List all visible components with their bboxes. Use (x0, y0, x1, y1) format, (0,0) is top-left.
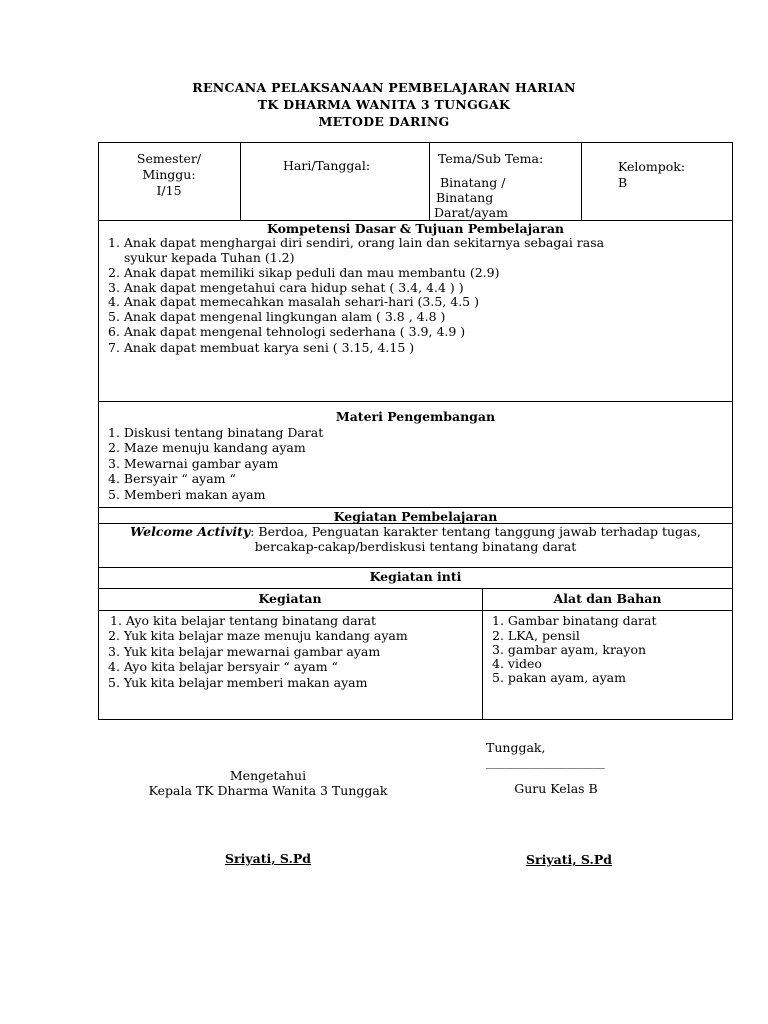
materi-item: 5. Memberi makan ayam (108, 487, 266, 502)
doc-title-line3: METODE DARING (318, 114, 450, 129)
materi-item: 1. Diskusi tentang binatang Darat (108, 425, 324, 440)
kepala-label: Kepala TK Dharma Wanita 3 Tunggak (148, 783, 388, 798)
kegiatan-col-header: Kegiatan (258, 591, 322, 606)
kompetensi-heading: Kompetensi Dasar & Tujuan Pembelajaran (266, 221, 565, 236)
welcome-activity-line2: bercakap-cakap/berdiskusi tentang binatang darat (254, 539, 577, 554)
signature-name-left: Sriyati, S.Pd (224, 851, 312, 866)
kompetensi-item: 2. Anak dapat memiliki sikap peduli dan mau membantu (2.9) (108, 265, 500, 280)
row-divider (98, 610, 733, 611)
kompetensi-item: 6. Anak dapat mengenal tehnologi sederhana ( 3.9, 4.9 ) (108, 324, 466, 339)
kegiatan-inti-heading: Kegiatan inti (369, 569, 462, 584)
col-divider (581, 142, 582, 220)
kompetensi-item: 1. Anak dapat menghargai diri sendiri, orang lain dan sekitarnya sebagai rasa (108, 235, 605, 250)
col-divider (482, 588, 483, 720)
materi-item: 4. Bersyair “ ayam “ (108, 471, 236, 486)
welcome-activity-line1 (98, 524, 733, 539)
tema-value-line1: Binatang / (440, 175, 506, 190)
kompetensi-item: 7. Anak dapat membuat karya seni ( 3.15, 4.15 ) (108, 340, 415, 355)
alat-col-header: Alat dan Bahan (553, 591, 662, 606)
kegiatan-item: 5. Yuk kita belajar memberi makan ayam (108, 675, 368, 690)
minggu-label: Minggu: (142, 167, 196, 182)
doc-title-line1: RENCANA PELAKSANAAN PEMBELAJARAN HARIAN (192, 80, 576, 95)
kelompok-label: Kelompok: (618, 159, 686, 174)
hari-tanggal-label: Hari/Tanggal: (283, 158, 371, 173)
materi-item: 2. Maze menuju kandang ayam (108, 440, 306, 455)
doc-title-line2: TK DHARMA WANITA 3 TUNGGAK (257, 97, 511, 112)
semester-value: I/15 (156, 183, 182, 198)
guru-label: Guru Kelas B (514, 781, 598, 796)
kegiatan-item: 1. Ayo kita belajar tentang binatang darat (110, 613, 377, 628)
welcome-activity-text: : Berdoa, Penguatan karakter tentang tanggung jawab terhadap tugas, (250, 524, 701, 539)
kelompok-value: B (618, 175, 628, 190)
kegiatan-item: 3. Yuk kita belajar mewarnai gambar ayam (108, 644, 381, 659)
tema-value-line2: Binatang (436, 190, 494, 205)
col-divider (240, 142, 241, 220)
materi-item: 3. Mewarnai gambar ayam (108, 456, 279, 471)
materi-heading: Materi Pengembangan (335, 409, 496, 424)
kompetensi-item: 4. Anak dapat memecahkan masalah sehari-hari (3.5, 4.5 ) (108, 294, 479, 309)
row-divider (98, 401, 733, 402)
alat-item: 3. gambar ayam, krayon (492, 642, 647, 657)
alat-item: 5. pakan ayam, ayam (492, 670, 626, 685)
mengetahui-label: Mengetahui (229, 768, 307, 783)
kompetensi-item: 3. Anak dapat mengetahui cara hidup sehat ( 3.4, 4.4 ) ) (108, 280, 464, 295)
signature-place: Tunggak, (486, 740, 546, 755)
alat-item: 1. Gambar binatang darat (492, 613, 657, 628)
kegiatan-pembelajaran-heading: Kegiatan Pembelajaran (333, 509, 498, 524)
row-divider (98, 567, 733, 568)
row-divider (98, 588, 733, 589)
kegiatan-item: 2. Yuk kita belajar maze menuju kandang ayam (108, 628, 408, 643)
alat-item: 2. LKA, pensil (492, 628, 580, 643)
semester-label: Semester/ (136, 151, 202, 166)
tema-label: Tema/Sub Tema: (438, 151, 544, 166)
signature-blank-line: ___________________ (486, 754, 605, 769)
row-divider (98, 507, 733, 508)
tema-value-line3: Darat/ayam (434, 205, 508, 220)
signature-name-right: Sriyati, S.Pd (525, 852, 613, 867)
alat-item: 4. video (492, 656, 542, 671)
col-divider (429, 142, 430, 220)
kegiatan-item: 4. Ayo kita belajar bersyair “ ayam “ (108, 659, 338, 674)
kompetensi-item: syukur kepada Tuhan (1.2) (124, 250, 295, 265)
kompetensi-item: 5. Anak dapat mengenal lingkungan alam ( 3.8 , 4.8 ) (108, 309, 446, 324)
welcome-activity-label: Welcome Activity (130, 524, 251, 539)
